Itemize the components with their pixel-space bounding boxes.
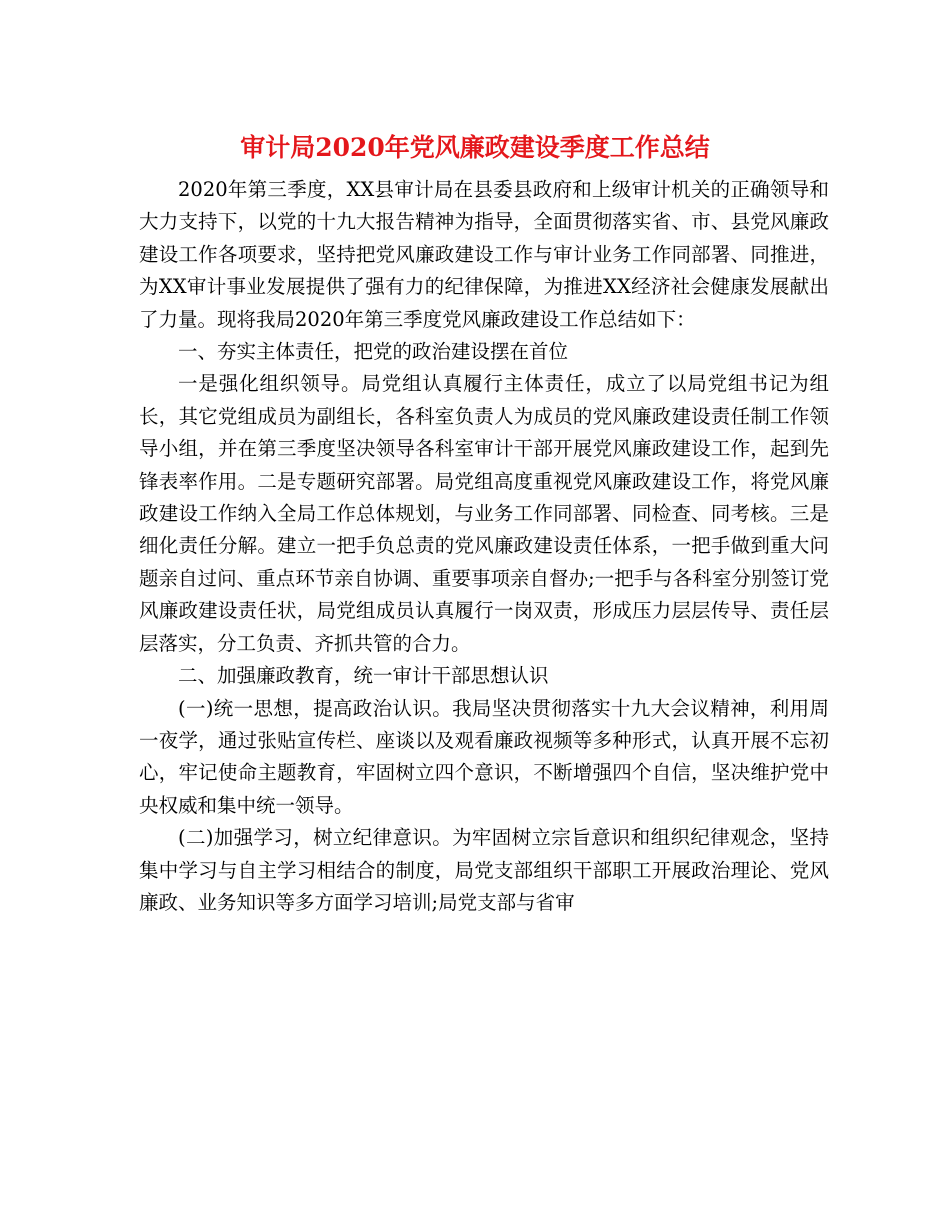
section-2-item-2: (二)加强学习，树立纪律意识。为牢固树立宗旨意识和组织纪律观念，坚持集中学习与自主学习相结合的制度，局党支部组织干部职工开展政治理论、党风廉政、业务知识等多方面学习培训;局党支部与省审: [139, 826, 829, 914]
section-heading-1: 一、夯实主体责任，把党的政治建设摆在首位: [178, 340, 569, 364]
intro-paragraph: 2020年第三季度，XX县审计局在县委县政府和上级审计机关的正确领导和大力支持下，以党的十九大报告精神为指导，全面贯彻落实省、市、县党风廉政建设工作各项要求，坚持把党风廉政建设工作与审计业务工作同部署、同推进，为XX审计事业发展提供了强有力的纪律保障，为推进XX经济社会健康发展献出了力量。现将我局2020年第三季度党风廉政建设工作总结如下：: [139, 178, 829, 331]
document-title: 审计局2020年党风廉政建设季度工作总结: [240, 133, 710, 162]
section-2-item-1: (一)统一思想，提高政治认识。我局坚决贯彻落实十九大会议精神，利用周一夜学，通过张贴宣传栏、座谈以及观看廉政视频等多种形式，认真开展不忘初心，牢记使命主题教育，牢固树立四个意识，不断增强四个自信，坚决维护党中央权威和集中统一领导。: [139, 696, 829, 817]
section-heading-2: 二、加强廉政教育，统一审计干部思想认识: [178, 664, 549, 688]
document-body: [139, 174, 829, 919]
section-1-paragraph: 一是强化组织领导。局党组认真履行主体责任，成立了以局党组书记为组长，其它党组成员为副组长，各科室负责人为成员的党风廉政建设责任制工作领导小组，并在第三季度坚决领导各科室审计干部开展党风廉政建设工作，起到先锋表率作用。二是专题研究部署。局党组高度重视党风廉政建设工作，将党风廉政建设工作纳入全局工作总体规划，与业务工作同部署、同检查、同考核。三是细化责任分解。建立一把手负总责的党风廉政建设责任体系，一把手做到重大问题亲自过问、重点环节亲自协调、重要事项亲自督办;一把手与各科室分别签订党风廉政建设责任状，局党组成员认真履行一岗双责，形成压力层层传导、责任层层落实，分工负责、齐抓共管的合力。: [139, 372, 829, 655]
